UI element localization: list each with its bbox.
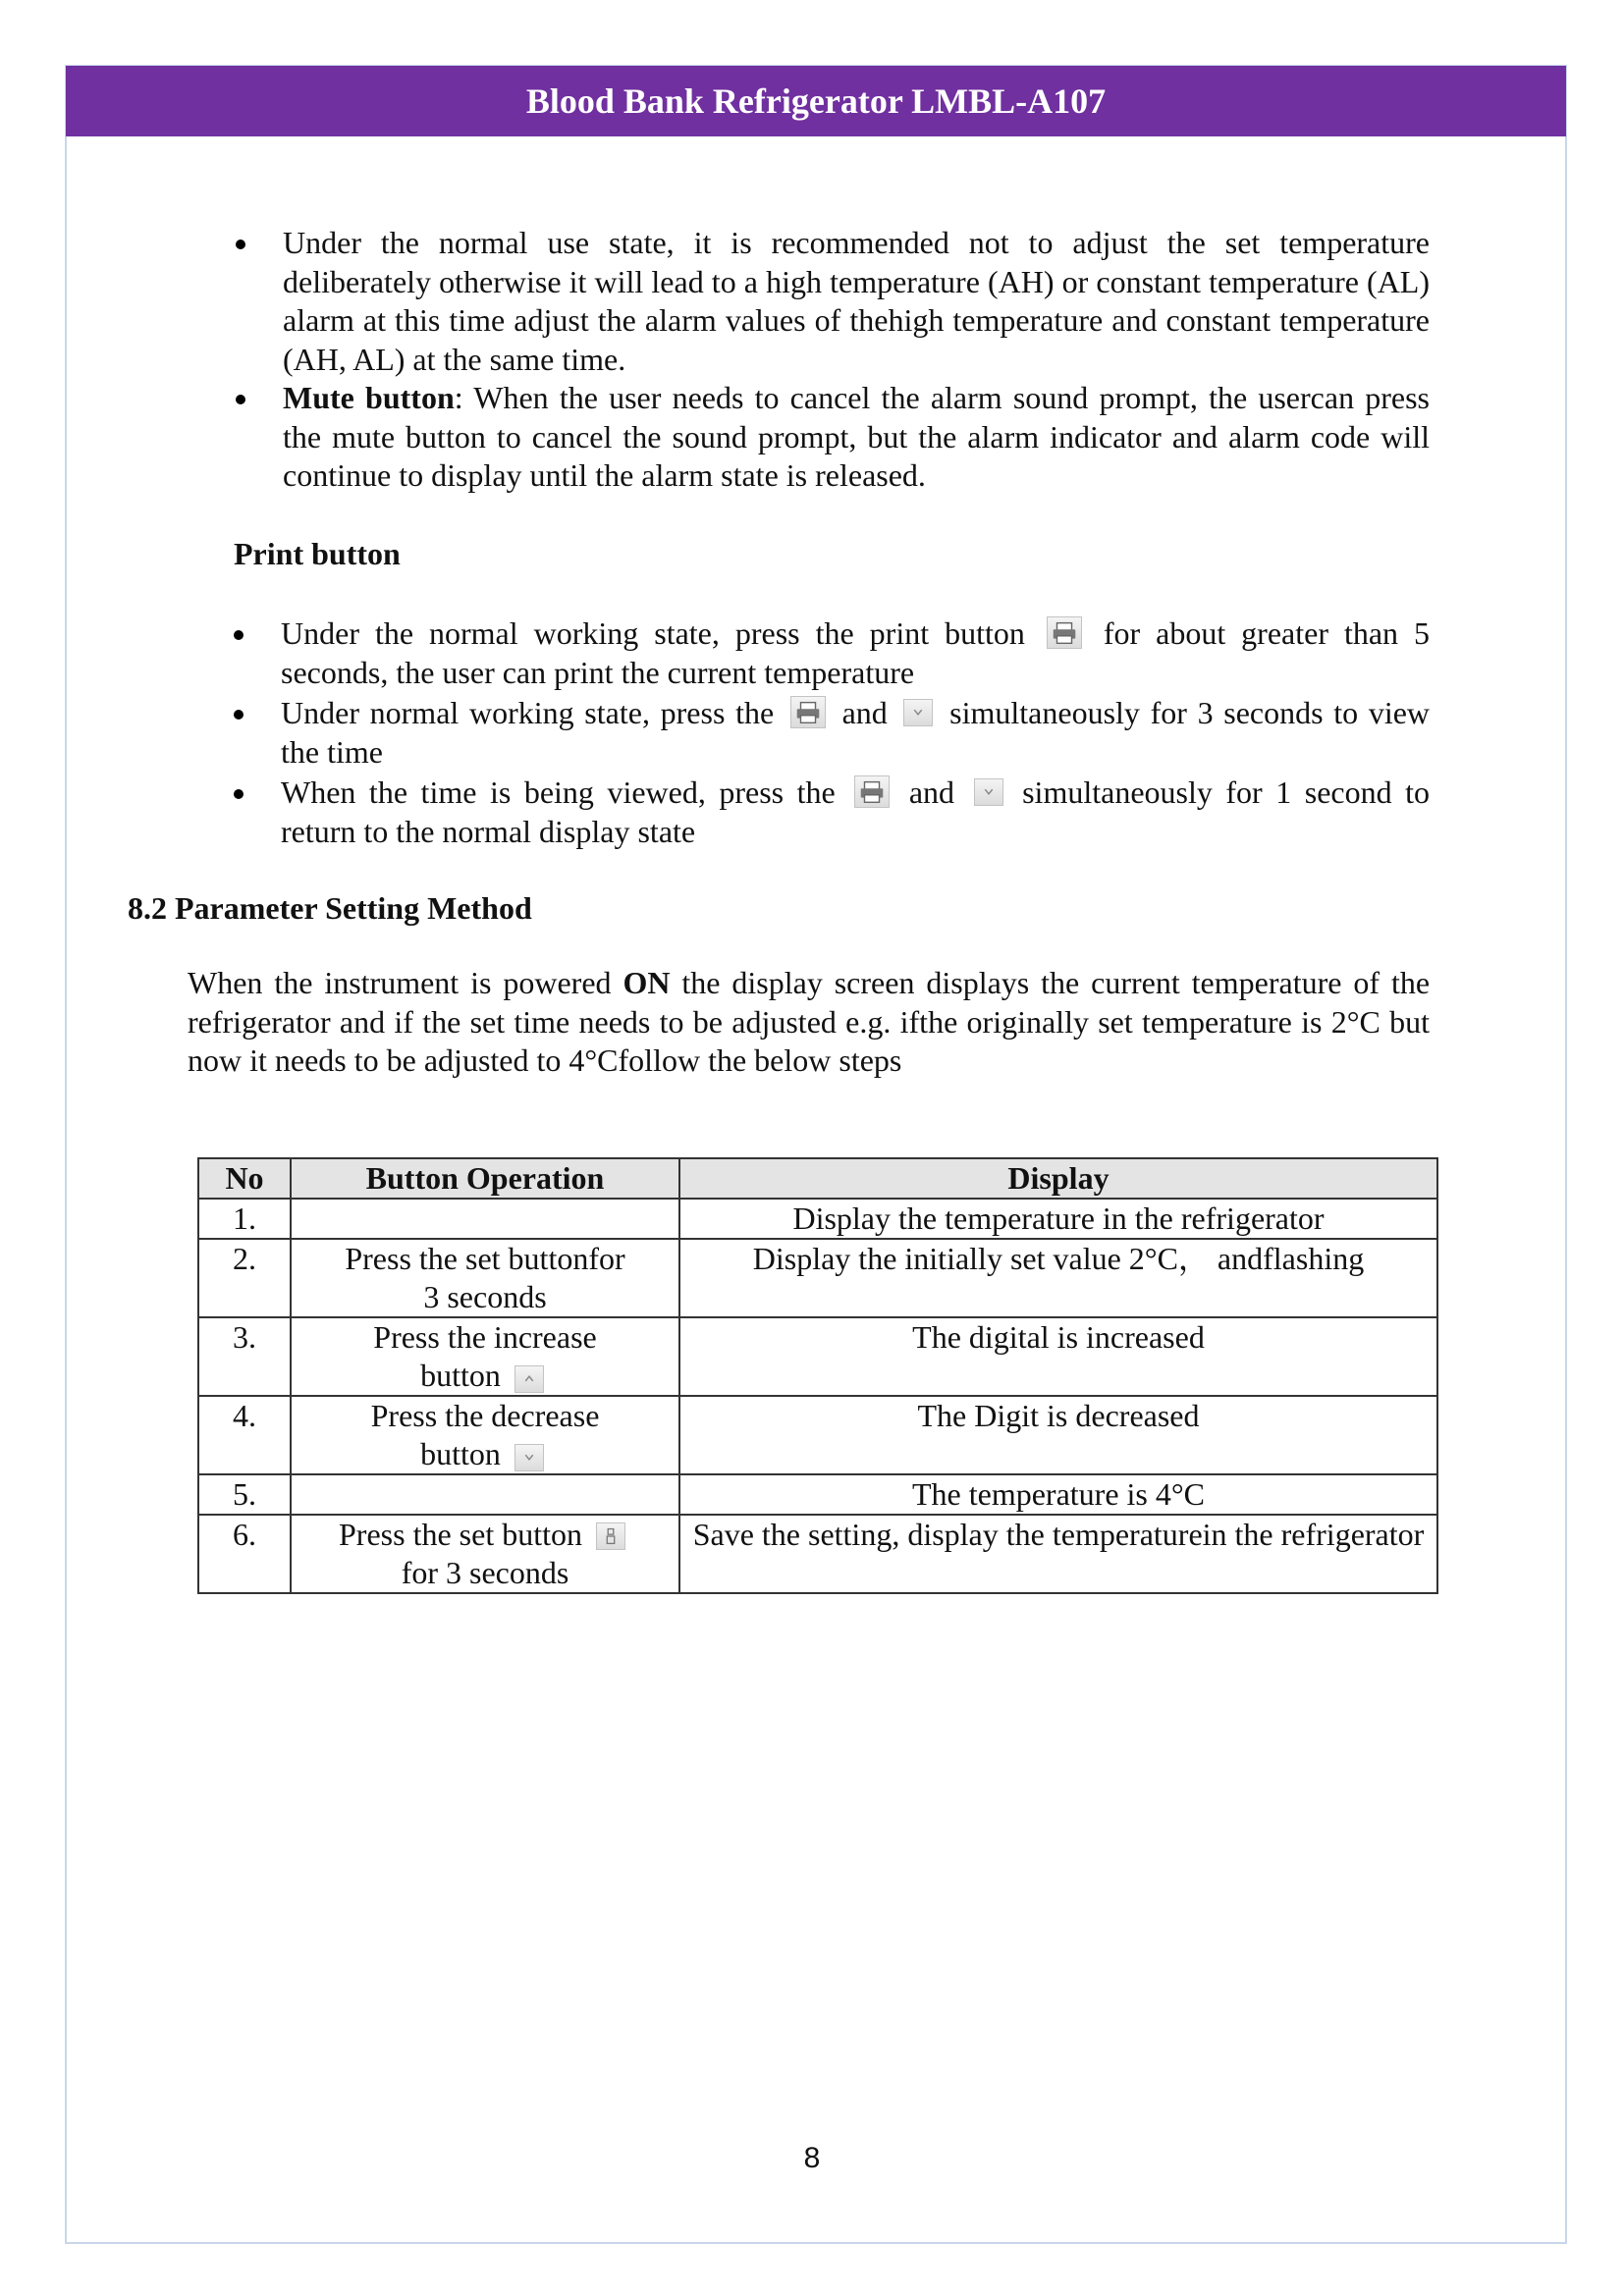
list-item [234,694,1430,772]
cell-no: 1. [198,1199,291,1239]
operation-line: 3 seconds [423,1279,547,1314]
column-header-no: No [198,1158,291,1199]
paragraph-text: When the instrument is powered [188,965,612,1000]
cell-display: The temperature is 4°C [679,1474,1437,1515]
operation-line: Press the increase [373,1319,597,1355]
conjunction-text: and [841,695,888,730]
table-row [198,1317,1437,1396]
cell-no: 2. [198,1239,291,1317]
cell-display: The digital is increased [679,1317,1437,1396]
list-item-text: Under the normal working state, press the print button [281,615,1025,651]
list-item [236,224,1430,379]
bullet-list-top [236,224,1430,496]
conjunction-text: and [908,774,955,810]
cell-display: Save the setting, display the temperaturein the refrigerator [679,1515,1437,1593]
list-item [234,614,1430,692]
table-header-row [198,1158,1437,1199]
cell-no: 6. [198,1515,291,1593]
section-heading-8-2: 8.2 Parameter Setting Method [128,890,532,926]
chevron-up-icon [514,1365,544,1393]
cell-operation [291,1515,679,1593]
operation-line: for 3 seconds [401,1555,569,1590]
cell-operation [291,1317,679,1396]
column-header-button-operation: Button Operation [291,1158,679,1199]
bullet-dot [234,789,244,799]
cell-operation [291,1199,679,1239]
bullet-list-print [234,614,1430,851]
table-row [198,1515,1437,1593]
chevron-down-icon [903,699,933,726]
list-item-text: : When the user needs to cancel the alarm sound prompt, the usercan press the mute button to cancel the sound prompt, but the alarm indicator and alarm code will continue to display until the alarm state is released. [283,380,1431,493]
list-item [234,774,1430,851]
print-button-heading: Print button [234,536,401,571]
chevron-down-icon [514,1444,544,1471]
cell-no: 5. [198,1474,291,1515]
mute-button-label: Mute button [283,380,455,415]
cell-display: Display the initially set value 2°C， andflashing [679,1239,1437,1317]
operation-text: button [420,1436,501,1471]
set-icon [596,1522,625,1550]
table-row [198,1396,1437,1474]
emphasis-on: ON [623,965,671,1000]
section-intro-paragraph [188,964,1430,1081]
bullet-dot [234,710,244,720]
cell-display: Display the temperature in the refrigerator [679,1199,1437,1239]
document-header-banner: Blood Bank Refrigerator LMBL-A107 [66,66,1566,136]
operation-line: Press the decrease [370,1398,600,1433]
cell-operation [291,1239,679,1317]
operation-text: button [420,1358,501,1393]
bullet-dot [236,395,245,404]
paragraph-text: the display screen displays the current temperature of the refrigerator and if the set time needs to be adjusted e.g. ifthe originally set temperature is 2°C but now it needs to be adjusted to 4°Cfollow the below steps [188,965,1431,1078]
list-item-text: When the time is being viewed, press the [281,774,836,810]
cell-operation [291,1474,679,1515]
print-icon [1047,616,1082,649]
cell-no: 3. [198,1317,291,1396]
operation-line: Press the set buttonfor [345,1241,625,1276]
parameter-setting-table [197,1157,1438,1594]
table-row [198,1474,1437,1515]
operation-text: Press the set button [339,1517,582,1552]
list-item-text: Under the normal use state, it is recommended not to adjust the set temperature deliberately otherwise it will lead to a high temperature (AH) or constant temperature (AL) alarm at this time adjust the alarm values of thehigh temperature and constant temperature (AH, AL) at the same time. [283,225,1430,377]
cell-operation [291,1396,679,1474]
cell-display: The Digit is decreased [679,1396,1437,1474]
list-item-text: simultaneously for 1 second to return to the normal display state [281,774,1431,849]
operation-line [298,1435,673,1473]
column-header-display: Display [679,1158,1437,1199]
list-item-text: for about greater than 5 seconds, the user can print the current temperature [281,615,1431,690]
operation-line [298,1357,673,1395]
table-row [198,1239,1437,1317]
operation-line [298,1516,673,1554]
print-icon [790,696,826,728]
bullet-dot [234,630,244,640]
bullet-dot [236,240,245,249]
list-item [236,379,1430,496]
print-icon [854,775,890,808]
page-number: 8 [803,2142,821,2174]
chevron-down-icon [974,778,1003,806]
list-item-text: Under normal working state, press the [281,695,775,730]
table-row [198,1199,1437,1239]
list-item-text: simultaneously for 3 seconds to view the time [281,695,1431,770]
cell-no: 4. [198,1396,291,1474]
